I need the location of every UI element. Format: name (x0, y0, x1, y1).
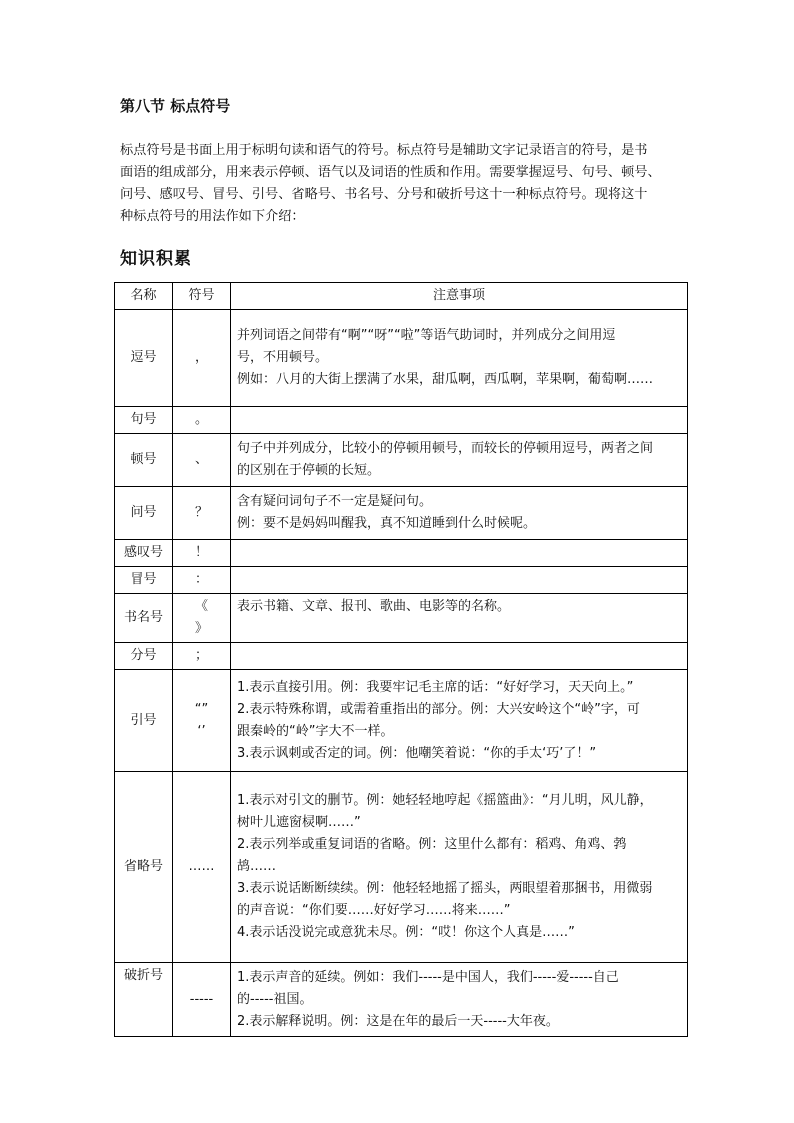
header-notes: 注意事项 (231, 283, 688, 310)
row-symbol (173, 670, 231, 772)
row-notes (231, 434, 688, 487)
table-row (115, 772, 688, 963)
row-symbol: …… (173, 772, 231, 963)
row-name: 逗号 (115, 310, 173, 407)
row-symbol: ； (173, 643, 231, 670)
note-line: 句子中并列成分，比较小的停顿用顿号，而较长的停顿用逗号，两者之间 (237, 441, 654, 456)
intro-paragraph (120, 140, 661, 228)
symbol-line: “” (194, 701, 209, 717)
note-line: 1.表示对引文的删节。例：她轻轻地哼起《摇篮曲》：“月儿明，风儿静， (237, 793, 653, 808)
symbol-line: 》 (194, 621, 208, 636)
symbol-line: ‘’ (197, 723, 206, 739)
note-line: 例如：八月的大街上摆满了水果，甜瓜啊，西瓜啊，苹果啊，葡萄啊…… (237, 372, 654, 387)
note-line: 的声音说：“你们要……好好学习……将来……” (237, 903, 511, 918)
intro-line: 问号、感叹号、冒号、引号、省略号、书名号、分号和破折号这十一种标点符号。现将这十 (120, 187, 648, 202)
section-heading: 知识积累 (120, 249, 192, 269)
note-line: 例：要不是妈妈叫醒我，真不知道睡到什么时候呢。 (237, 516, 537, 531)
row-notes (231, 310, 688, 407)
note-line: 跟秦岭的“岭”字大不一样。 (237, 723, 394, 739)
intro-line: 种标点符号的用法作如下介绍： (120, 209, 305, 224)
table-row (115, 540, 688, 567)
row-name: 问号 (115, 487, 173, 540)
note-line: 3.表示说话断断续续。例：他轻轻地摇了摇头，两眼望着那捆书，用微弱 (237, 881, 653, 896)
table-row (115, 963, 688, 1037)
table-row (115, 434, 688, 487)
page-title: 第八节 标点符号 (120, 97, 231, 115)
row-notes (231, 567, 688, 594)
row-symbol: 、 (173, 434, 231, 487)
table-row (115, 310, 688, 407)
symbol-line: 《 (194, 599, 208, 614)
note-line: 树叶儿遮窗棂啊……” (237, 815, 361, 830)
note-line: 2.表示特殊称谓，或需着重指出的部分。例：大兴安岭这个“岭”字，可 (237, 701, 640, 717)
row-symbol: ： (173, 567, 231, 594)
intro-line: 面语的组成部分，用来表示停顿、语气以及词语的性质和作用。需要掌握逗号、句号、顿号、 (120, 165, 661, 180)
row-symbol: ！ (173, 540, 231, 567)
note-line: 含有疑问词句子不一定是疑问句。 (237, 494, 433, 509)
row-notes (231, 594, 688, 643)
note-line: 4.表示话没说完或意犹未尽。例：“哎！你这个人真是……” (237, 925, 575, 940)
header-symbol: 符号 (173, 283, 231, 310)
row-name: 书名号 (115, 594, 173, 643)
note-line: 号，不用顿号。 (237, 350, 329, 365)
row-name: 破折号 (115, 963, 173, 1037)
note-line: 1.表示声音的延续。例如：我们-----是中国人，我们-----爱-----自己 (237, 969, 619, 985)
row-symbol (173, 594, 231, 643)
row-symbol: ？ (173, 487, 231, 540)
row-notes (231, 540, 688, 567)
row-symbol: ， (173, 310, 231, 407)
note-line: 鸪…… (237, 859, 277, 874)
row-symbol: ----- (173, 963, 231, 1037)
intro-line: 标点符号是书面上用于标明句读和语气的符号。标点符号是辅助文字记录语言的符号，是书 (120, 143, 648, 158)
note-line: 3.表示讽刺或否定的词。例：他嘲笑着说：“你的手太‘巧’了！” (237, 745, 597, 761)
note-line: 并列词语之间带有“啊”“呀”“啦”等语气助词时，并列成分之间用逗 (237, 328, 616, 343)
row-name: 省略号 (115, 772, 173, 963)
row-notes (231, 407, 688, 434)
table-row (115, 487, 688, 540)
note-line: 的区别在于停顿的长短。 (237, 463, 381, 478)
row-notes (231, 643, 688, 670)
row-notes (231, 670, 688, 772)
table-row (115, 594, 688, 643)
punctuation-table (114, 282, 688, 1037)
row-symbol: 。 (173, 407, 231, 434)
row-name: 顿号 (115, 434, 173, 487)
row-name: 句号 (115, 407, 173, 434)
table-header-row (115, 283, 688, 310)
table-row (115, 407, 688, 434)
table-row (115, 670, 688, 772)
table-row (115, 643, 688, 670)
row-notes (231, 963, 688, 1037)
row-name: 冒号 (115, 567, 173, 594)
row-notes (231, 487, 688, 540)
table-row (115, 567, 688, 594)
row-name: 分号 (115, 643, 173, 670)
row-name: 引号 (115, 670, 173, 772)
row-name: 感叹号 (115, 540, 173, 567)
note-line: 1.表示直接引用。例：我要牢记毛主席的话：“好好学习，天天向上。” (237, 679, 634, 695)
note-line: 2.表示列举或重复词语的省略。例：这里什么都有：稻鸡、角鸡、鹁 (237, 837, 627, 852)
header-name: 名称 (115, 283, 173, 310)
note-line: 的-----祖国。 (237, 991, 313, 1007)
row-notes (231, 772, 688, 963)
note-line: 表示书籍、文章、报刊、歌曲、电影等的名称。 (237, 599, 511, 614)
note-line: 2.表示解释说明。例：这是在年的最后一天-----大年夜。 (237, 1013, 559, 1029)
